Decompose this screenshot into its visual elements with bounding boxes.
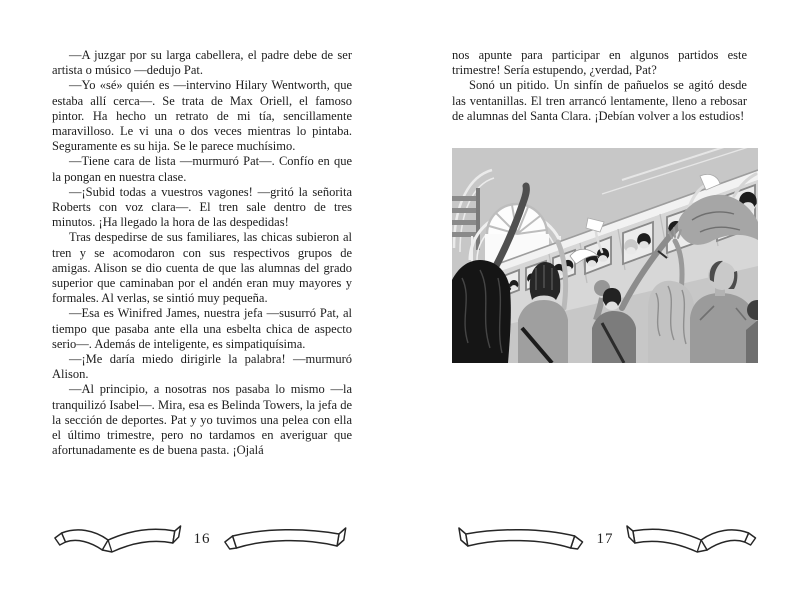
right-page-text — [452, 0, 747, 124]
left-page-text — [52, 0, 352, 458]
page-number-right: 17 — [596, 531, 614, 547]
page-number-left: 16 — [193, 531, 211, 547]
station-illustration — [452, 148, 758, 363]
paragraph: nos apunte para participar en algunos partidos este trimestre! Sería estupendo, ¿verdad, Pat? — [452, 48, 747, 78]
ribbon-banner-icon — [52, 524, 184, 554]
paragraph: Sonó un pitido. Un sinfín de pañuelos se agitó desde las ventanillas. El tren arrancó lentamente, lleno a rebosar de alumnas del Santa Clara. ¡Debían volver a los estudios! — [452, 78, 747, 123]
ribbon-banner-icon — [624, 524, 759, 554]
ribbon-banner-icon — [452, 524, 587, 554]
paragraph: Tras despedirse de sus familiares, las chicas subieron al tren y se acomodaron con sus respectivos grupos de amigas. Alison se dio cuenta de que las alumnas del grado superior que caminaban por el andén eran muy mayores y formales. Al verlas, se sintió muy pequeña. — [52, 230, 352, 306]
paragraph: —¡Subid todas a vuestros vagones! —gritó la señorita Roberts con voz clara—. El tren sale dentro de tres minutos. ¡Ha llegado la hora de las despedidas! — [52, 184, 352, 230]
paragraph: —Tiene cara de lista —murmuró Pat—. Confío en que la pongan en nuestra clase. — [52, 154, 352, 184]
right-page-footer — [452, 524, 758, 554]
left-page-footer — [52, 524, 352, 554]
page-left — [52, 0, 352, 593]
paragraph: —Esa es Winifred James, nuestra jefa —susurró Pat, al tiempo que pasaba ante ella una esbelta chica de aspecto serio—. Además de inteligente, es simpatiquísima. — [52, 306, 352, 351]
paragraph: —A juzgar por su larga cabellera, el padre debe de ser artista o músico —dedujo Pat. — [52, 48, 352, 78]
paragraph: —Al principio, a nosotras nos pasaba lo mismo —la tranquilizó Isabel—. Mira, esa es Belinda Towers, la jefa de la sección de deportes. Pat y yo tuvimos una pelea con ella el último trimestre, pero no tardamos en averiguar que afortunadamente es de buena pasta. ¡Ojalá — [52, 382, 352, 458]
page-right — [452, 0, 758, 593]
paragraph: —¡Me daría miedo dirigirle la palabra! —murmuró Alison. — [52, 352, 352, 382]
ribbon-banner-icon — [221, 524, 353, 554]
paragraph: —Yo «sé» quién es —intervino Hilary Wentworth, que estaba allí cerca—. Se trata de Max Oriell, el famoso pintor. Ha hecho un retrato de mi tía, sencillamente maravilloso. Le vi una o dos veces mientras lo pintaba. Seguramente es su hija. Se le parece muchísimo. — [52, 78, 352, 154]
